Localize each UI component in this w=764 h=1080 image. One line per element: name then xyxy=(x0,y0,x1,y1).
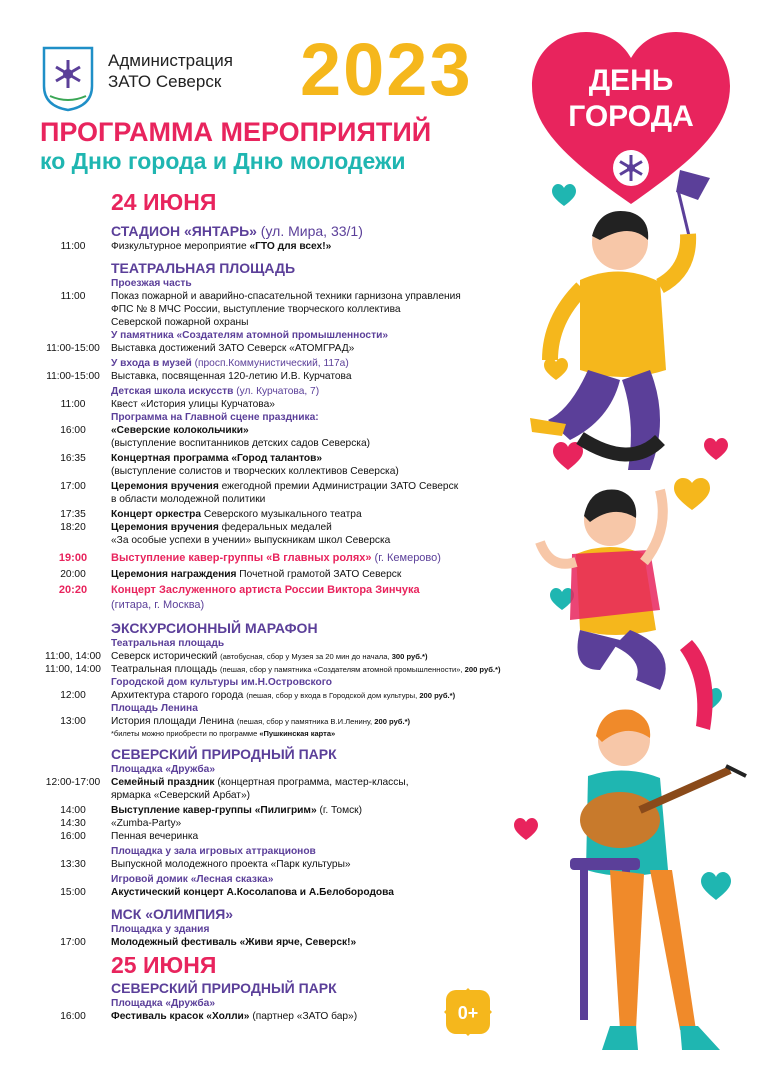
venue-park-day2: СЕВЕРСКИЙ ПРИРОДНЫЙ ПАРК xyxy=(111,980,337,996)
event-row: 16:00 Фестиваль красок «Холли» (партнер «ЗАТО бар») xyxy=(60,1011,358,1022)
program-subtitle: ко Дню города и Дню молодежи xyxy=(40,148,406,174)
subvenue: Площадка у здания xyxy=(111,924,210,935)
heart-decor-icon xyxy=(552,184,576,206)
subvenue: Площадка «Дружба» xyxy=(111,998,215,1009)
year-title: 2023 xyxy=(300,28,473,111)
event-row: 15:00 Акустический концерт А.Косолапова и А.Белобородова xyxy=(60,887,394,898)
event-row: 11:00, 14:00 Северск исторический (автобусная, сбор у Музея за 20 мин до начала, 300 руб.*) xyxy=(45,651,428,662)
age-rating-badge xyxy=(442,986,494,1038)
subvenue: Программа на Главной сцене праздника: xyxy=(111,412,319,423)
event-row: 12:00-17:00 Семейный праздник (концертная программа, мастер-классы, ярмарка «Северский Арбат») xyxy=(45,777,409,801)
subvenue: У входа в музей (просп.Коммунистический, 117а) xyxy=(111,358,349,369)
date-day1: 24 ИЮНЯ xyxy=(111,189,217,215)
event-row-highlight: 19:00 Выступление кавер-группы «В главных ролях» (г. Кемерово) xyxy=(58,552,441,564)
event-row: 14:00 Выступление кавер-группы «Пилигрим» (г. Томск) xyxy=(60,805,363,816)
ticket-note: *билеты можно приобрести по программе «Пушкинская карта» xyxy=(111,729,336,738)
date-day2: 25 ИЮНЯ xyxy=(111,952,217,978)
venue-olimp: МСК «ОЛИМПИЯ» xyxy=(111,906,234,922)
admin-line1: Администрация xyxy=(108,51,233,70)
subvenue: Проезжая часть xyxy=(111,278,192,289)
people-illustration xyxy=(510,170,764,1080)
heart-line2: ГОРОДА xyxy=(568,100,694,133)
heart-line1: ДЕНЬ xyxy=(588,64,674,97)
event-row: 13:30 Выпускной молодежного проекта «Парк культуры» xyxy=(60,859,351,870)
subvenue: У памятника «Создателям атомной промышленности» xyxy=(111,330,389,341)
program-title: ПРОГРАММА МЕРОПРИЯТИЙ xyxy=(40,117,432,147)
admin-name xyxy=(108,50,233,92)
event-row: 14:30 «Zumba-Party» xyxy=(60,818,182,829)
event-row: 12:00 Архитектура старого города (пешая, сбор у входа в Городской дом культуры, 200 руб.*) xyxy=(60,690,456,701)
coat-of-arms-icon xyxy=(40,44,96,112)
venue-theatre: ТЕАТРАЛЬНАЯ ПЛОЩАДЬ xyxy=(111,260,296,276)
event-row-highlight: 20:20 Концерт Заслуженного артиста России Виктора Зинчука (гитара, г. Москва) xyxy=(58,584,420,611)
event-row: 17:00 Церемония вручения ежегодной премии Администрации ЗАТО Северск в области молодежной политики xyxy=(60,481,459,505)
admin-line2: ЗАТО Северск xyxy=(108,72,222,91)
event-row: 11:00-15:00 Выставка достижений ЗАТО Северск «АТОМГРАД» xyxy=(46,343,355,354)
event-row: 11:00, 14:00 Театральная площадь (пешая, сбор у памятника «Создателям атомной промышленности», 200 руб.*) xyxy=(45,664,501,675)
event-row: 11:00 Физкультурное мероприятие «ГТО для всех!» xyxy=(60,241,332,252)
subvenue: Площадка у зала игровых аттракционов xyxy=(111,846,316,857)
schedule xyxy=(40,186,510,1023)
venue-marathon: ЭКСКУРСИОННЫЙ МАРАФОН xyxy=(111,620,318,636)
event-row: 18:20 Церемония вручения федеральных медалей «За особые успехи в учении» выпускникам школ Северска xyxy=(60,522,391,546)
subvenue: Детская школа искусств (ул. Курчатова, 7) xyxy=(111,386,320,397)
event-row: 16:35 Концертная программа «Город талантов» (выступление солистов и творческих коллективов Северска) xyxy=(60,453,399,477)
subvenue: Площадь Ленина xyxy=(111,703,198,714)
event-row: 20:00 Церемония награждения Почетной грамотой ЗАТО Северск xyxy=(60,569,402,580)
event-row: 16:00 Пенная вечеринка xyxy=(60,831,199,842)
age-rating-text: 0+ xyxy=(457,1003,479,1023)
event-row: 11:00 Показ пожарной и аварийно-спасательной техники гарнизона управления ФПС № 8 МЧС России, выступление творческого коллектива Северской пожарной охраны xyxy=(60,291,461,328)
venue-park: СЕВЕРСКИЙ ПРИРОДНЫЙ ПАРК xyxy=(111,746,337,762)
event-row: 13:00 История площади Ленина (пешая, сбор у памятника В.И.Ленину, 200 руб.*) xyxy=(60,716,411,727)
venue-stadium: СТАДИОН «ЯНТАРЬ» (ул. Мира, 33/1) xyxy=(111,223,363,239)
event-row: 17:00 Молодежный фестиваль «Живи ярче, Северск!» xyxy=(60,937,357,948)
event-row: 11:00-15:00 Выставка, посвященная 120-летию И.В. Курчатова xyxy=(46,371,352,382)
subvenue: Театральная площадь xyxy=(111,638,225,649)
event-row: 16:00 «Северские колокольчики» (выступление воспитанников детских садов Северска) xyxy=(60,425,371,449)
subvenue: Городской дом культуры им.Н.Островского xyxy=(111,677,333,688)
event-row: 17:35 Концерт оркестра Северского музыкального театра xyxy=(60,509,362,520)
event-row: 11:00 Квест «История улицы Курчатова» xyxy=(60,399,275,410)
subvenue: Площадка «Дружба» xyxy=(111,764,215,775)
subvenue: Игровой домик «Лесная сказка» xyxy=(111,874,274,885)
